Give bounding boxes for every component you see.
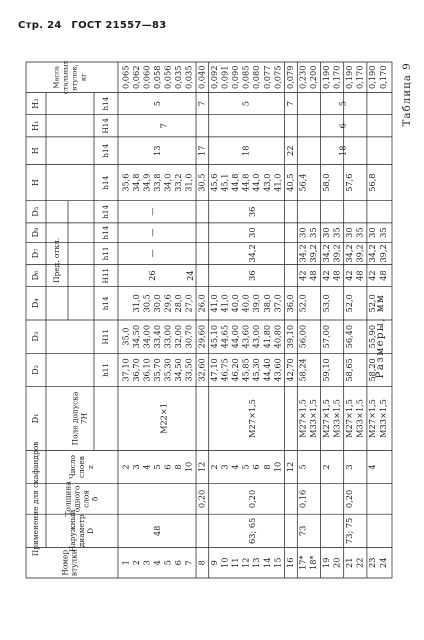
cell-nomer: 13 xyxy=(251,557,262,568)
cell-D7: 39,2 xyxy=(377,244,388,263)
dims-title: Размеры, мм xyxy=(375,293,386,379)
cell-D4: 26,0 xyxy=(196,294,207,313)
header-H2: H₂ xyxy=(30,98,40,109)
cell-D4: 41,0 xyxy=(209,294,220,313)
cell-D1: M27×1,5 xyxy=(297,399,308,438)
cell-massa: 0,035 xyxy=(173,65,184,89)
cell-massa: 0,091 xyxy=(219,65,230,89)
cell-D7: 34,2 xyxy=(367,244,378,263)
cell-H2: 7 xyxy=(196,101,207,107)
cell-nomer: 1 xyxy=(120,560,131,566)
cell-D2: 58,24 xyxy=(297,358,308,382)
tolerance-label: H11 xyxy=(101,267,110,284)
header-primenenie: Применение для скафандров xyxy=(31,441,40,557)
cell-chislo: 8 xyxy=(173,464,184,470)
header-chislo: Число xyxy=(68,455,77,480)
cell-massa: 0,085 xyxy=(240,65,251,89)
cell-D7: 34,2 xyxy=(297,244,308,263)
cell-massa: 0,080 xyxy=(251,65,262,89)
cell-H2: 7 xyxy=(284,101,295,107)
header-D5: D₅ xyxy=(30,206,40,217)
cell-D4: 28,0 xyxy=(173,294,184,313)
cell-D2: 46,75 xyxy=(219,358,230,382)
cell-D6: 42 xyxy=(367,270,378,281)
cell-D6: 24 xyxy=(184,270,195,281)
cell-chislo: 4 xyxy=(141,464,152,470)
header-D7: D₇ xyxy=(30,248,40,259)
cell-H: 17 xyxy=(196,145,207,156)
cell-D6: 48 xyxy=(308,270,319,281)
cell-D5: 34,9 xyxy=(141,173,152,192)
cell-D5: 35,6 xyxy=(120,173,131,192)
cell-D4: 31,0 xyxy=(130,294,141,313)
cell-nomer: 19 xyxy=(320,557,331,568)
page-number: Стр. 24 xyxy=(18,20,62,31)
cell-massa: 0,062 xyxy=(130,65,141,89)
header-D2: D₂ xyxy=(30,365,40,375)
cell-nomer: 20 xyxy=(331,557,342,568)
header-massa: Масса xyxy=(52,65,61,89)
cell-D5: 33,8 xyxy=(152,173,163,192)
cell-H2: 5 xyxy=(337,101,348,107)
cell-D1: M33×1,5 xyxy=(377,399,388,438)
cell-D3: 34,50 xyxy=(130,324,141,349)
cell-massa: 0,170 xyxy=(331,65,342,89)
cell-D5: 44,0 xyxy=(251,173,262,192)
header-tolsh: одного xyxy=(72,485,82,513)
cell-D7: 39,2 xyxy=(331,244,342,263)
cell-massa: 0,065 xyxy=(120,65,131,89)
cell-D6: 26 xyxy=(146,270,157,281)
cell-D7: 34,2 xyxy=(247,244,257,263)
cell-D3: 56,40 xyxy=(344,324,355,349)
cell-D4: 38,0 xyxy=(261,294,272,313)
cell-H1: 6 xyxy=(337,123,348,129)
cell-chislo: 8 xyxy=(261,464,272,470)
cell-D2: 58,20 xyxy=(367,358,378,382)
cell-D4: 40,0 xyxy=(230,294,241,313)
cell-H: 18 xyxy=(240,145,251,156)
cell-D3: 29,60 xyxy=(196,324,207,349)
header-pred-otkl: Пред. откл. xyxy=(52,237,61,283)
cell-D2: 43,60 xyxy=(272,358,283,382)
cell-D1: M27×1,5 xyxy=(367,399,378,438)
cell-D6: 36 xyxy=(247,270,257,281)
header-tolsh: Толщина xyxy=(63,481,73,517)
cell-D5: 57,6 xyxy=(344,173,355,192)
cell-D3: 33,40 xyxy=(152,324,163,349)
header-pole: 7H xyxy=(79,412,89,425)
cell-chislo: 12 xyxy=(196,461,207,473)
cell-massa: 0,075 xyxy=(272,65,283,89)
cell-H: 22 xyxy=(284,145,295,156)
cell-D8: 30 xyxy=(320,227,331,238)
cell-D4: 52,0 xyxy=(367,294,378,313)
header-massa: стальных xyxy=(61,60,70,94)
cell-D7: 39,2 xyxy=(308,244,319,263)
cell-D5: 56,8 xyxy=(367,173,378,192)
cell-nar-diam: 73 xyxy=(297,525,308,537)
cell-tolsh: 0,20 xyxy=(196,489,207,509)
cell-chislo: 2 xyxy=(320,464,331,470)
cell-D1: M33×1,5 xyxy=(354,399,365,438)
cell-nomer: 17* xyxy=(297,555,308,570)
cell-D5: 34,0 xyxy=(162,173,173,192)
cell-D2: 36,10 xyxy=(141,358,152,382)
cell-D4: 53,0 xyxy=(320,294,331,313)
cell-D2: 33,50 xyxy=(183,358,194,382)
cell-D8: 30 xyxy=(247,227,257,238)
cell-D6: 48 xyxy=(377,270,388,281)
cell-D4: 29,6 xyxy=(162,294,173,313)
cell-H: 18 xyxy=(337,145,348,156)
cell-D3: 43,00 xyxy=(251,324,262,349)
cell-D4: 30,0 xyxy=(152,294,163,313)
cell-D4: 52,0 xyxy=(297,294,308,313)
cell-D4: 41,0 xyxy=(219,294,230,313)
cell-massa: 0,090 xyxy=(230,65,241,89)
cell-D7: 39,2 xyxy=(354,244,365,263)
header-tolsh: слоя xyxy=(81,489,91,508)
header-D8: D₈ xyxy=(30,227,40,238)
cell-D4: 39,0 xyxy=(251,294,262,313)
cell-chislo: 5 xyxy=(240,464,251,470)
cell-D3: 55,90 xyxy=(367,324,378,349)
header-D1: D₁ xyxy=(30,413,40,424)
cell-D3: 57,00 xyxy=(320,324,331,349)
cell-D3: 41,80 xyxy=(261,324,272,349)
cell-massa: 0,060 xyxy=(141,65,152,89)
header-chislo: z xyxy=(86,465,95,469)
cell-nomer: 9 xyxy=(209,560,220,566)
tolerance-label: h14 xyxy=(101,96,110,111)
cell-massa: 0,170 xyxy=(354,65,365,89)
cell-D2: 59,10 xyxy=(320,358,331,382)
cell-D3: 39,10 xyxy=(284,324,295,349)
cell-D3: 35,0 xyxy=(120,327,131,346)
header-D4: D₄ xyxy=(30,298,40,309)
cell-D3: 45,10 xyxy=(209,324,220,349)
header-nomer: втулки xyxy=(69,549,79,577)
header-H: H xyxy=(30,147,40,155)
cell-D6: 42 xyxy=(320,270,331,281)
cell-nar-diam: 63; 65 xyxy=(247,517,257,544)
cell-massa: 0,035 xyxy=(183,65,194,89)
cell-chislo: 5 xyxy=(152,464,163,470)
cell-nomer: 12 xyxy=(240,557,251,568)
cell-D2: 36,70 xyxy=(130,358,141,382)
cell-D6: 42 xyxy=(297,270,308,281)
cell-massa: 0,170 xyxy=(377,65,388,89)
header-D6: D₆ xyxy=(30,270,40,281)
cell-nar-diam: 73; 75 xyxy=(344,517,355,544)
cell-D3: 30,70 xyxy=(183,324,194,349)
header-D3: D₃ xyxy=(30,331,40,342)
cell-D2: 47,10 xyxy=(209,358,220,382)
cell-chislo: 2 xyxy=(120,464,131,470)
cell-D5: 40,5 xyxy=(284,173,295,192)
cell-H1: 7 xyxy=(158,123,169,129)
cell-D5: 56,4 xyxy=(297,173,308,192)
header-massa: втулок, xyxy=(70,64,79,91)
header-tolsh: δ xyxy=(90,496,100,502)
cell-chislo: 10 xyxy=(183,461,194,473)
cell-nomer: 15 xyxy=(272,557,283,568)
cell-nomer: 2 xyxy=(130,560,141,566)
tolerance-label: h11 xyxy=(101,363,110,377)
cell-massa: 0,092 xyxy=(209,65,220,89)
cell-D8: — xyxy=(146,228,157,237)
cell-D2: 45,30 xyxy=(251,358,262,382)
cell-D5: 58,0 xyxy=(320,173,331,192)
cell-D2: 46,20 xyxy=(230,358,241,382)
cell-D3: 56,00 xyxy=(297,324,308,349)
cell-massa: 0,040 xyxy=(196,65,207,89)
cell-H: 13 xyxy=(152,145,163,156)
cell-D5: 34,8 xyxy=(130,173,141,192)
cell-nomer: 21 xyxy=(344,557,355,568)
cell-D2: 35,30 xyxy=(162,358,173,382)
cell-D6: 48 xyxy=(331,270,342,281)
cell-H2: 5 xyxy=(240,101,251,107)
cell-D1: M27×1,5 xyxy=(247,399,257,438)
cell-D4: 37,0 xyxy=(272,294,283,313)
cell-D2: 32,60 xyxy=(196,358,207,382)
cell-chislo: 5 xyxy=(297,464,308,470)
cell-nomer: 14 xyxy=(261,557,272,568)
cell-chislo: 3 xyxy=(219,464,230,470)
cell-chislo: 12 xyxy=(284,461,295,473)
cell-D3: 32,00 xyxy=(173,324,184,349)
cell-D2: 37,10 xyxy=(120,358,131,382)
cell-massa: 0,077 xyxy=(261,65,272,89)
cell-chislo: 2 xyxy=(209,464,220,470)
cell-massa: 0,056 xyxy=(162,65,173,89)
header-nar-diam: Наружный xyxy=(68,509,77,553)
cell-tolsh: 0,16 xyxy=(297,489,308,509)
header-nar-diam: D xyxy=(86,527,95,534)
cell-D3: 44,00 xyxy=(230,324,241,349)
cell-nomer: 8 xyxy=(196,560,207,566)
cell-nomer: 10 xyxy=(219,557,230,568)
cell-D2: 35,70 xyxy=(152,358,163,382)
cell-D2: 34,50 xyxy=(173,358,184,382)
header-H-col: H xyxy=(30,179,40,187)
cell-nomer: 6 xyxy=(173,560,184,566)
cell-D8: 30 xyxy=(297,227,308,238)
tolerance-label: h14 xyxy=(101,143,110,158)
cell-chislo: 6 xyxy=(162,464,173,470)
cell-D5: 44,8 xyxy=(230,173,241,192)
tolerance-label: h14 xyxy=(101,225,110,240)
cell-nomer: 5 xyxy=(162,560,173,566)
header-H1: H₁ xyxy=(30,120,40,132)
cell-D2: 58,65 xyxy=(344,358,355,382)
cell-D4: 27,0 xyxy=(183,294,194,313)
cell-D2: 45,85 xyxy=(240,358,251,382)
cell-chislo: 3 xyxy=(130,464,141,470)
cell-nomer: 11 xyxy=(230,557,241,568)
cell-D5: 43,0 xyxy=(261,173,272,192)
cell-D2: 44,40 xyxy=(261,358,272,382)
cell-D5: 45,6 xyxy=(209,173,220,192)
cell-D5: 31,0 xyxy=(183,173,194,192)
cell-D3: 33,00 xyxy=(162,324,173,349)
cell-massa: 0,079 xyxy=(284,65,295,89)
cell-D4: 36,0 xyxy=(284,294,295,313)
cell-massa: 0,190 xyxy=(320,65,331,89)
cell-nomer: 18* xyxy=(308,555,319,570)
cell-D8: 30 xyxy=(344,227,355,238)
cell-D5: 41,0 xyxy=(272,173,283,192)
standard-number: ГОСТ 21557—83 xyxy=(71,20,167,31)
cell-chislo: 4 xyxy=(230,464,241,470)
cell-nomer: 24 xyxy=(377,557,388,568)
cell-D3: 40,80 xyxy=(272,324,283,349)
header-massa: кг xyxy=(79,73,88,82)
cell-D3: 43,60 xyxy=(240,324,251,349)
cell-D4: 40,0 xyxy=(240,294,251,313)
cell-D7: 34,2 xyxy=(344,244,355,263)
cell-D8: 35 xyxy=(354,227,365,238)
cell-D6: 48 xyxy=(354,270,365,281)
cell-D9: — xyxy=(146,207,157,216)
cell-chislo: 10 xyxy=(272,461,283,473)
cell-nomer: 16 xyxy=(284,557,295,568)
cell-nomer: 7 xyxy=(183,560,194,566)
cell-massa: 0,200 xyxy=(308,65,319,89)
cell-D1: M33×1,5 xyxy=(308,399,319,438)
cell-chislo: 3 xyxy=(344,464,355,470)
tolerance-label: h14 xyxy=(101,175,110,190)
cell-D5: 33,2 xyxy=(173,173,184,192)
tolerance-label: h11 xyxy=(101,246,110,261)
cell-D1: M27×1,5 xyxy=(344,399,355,438)
cell-tolsh: 0,20 xyxy=(344,489,355,509)
cell-D4: 30,5 xyxy=(141,294,152,313)
cell-D3: 34,00 xyxy=(141,324,152,349)
cell-D5: 44,8 xyxy=(240,173,251,192)
header-pole: Поле допуска xyxy=(70,391,80,446)
cell-D8: 35 xyxy=(377,227,388,238)
cell-D7: — xyxy=(146,249,157,258)
header-chislo: слоев xyxy=(77,456,86,478)
cell-nomer: 4 xyxy=(152,560,163,566)
cell-nomer: 23 xyxy=(367,557,378,568)
cell-D4: 52,0 xyxy=(344,294,355,313)
tolerance-label: H14 xyxy=(101,118,110,134)
cell-nar-diam: 48 xyxy=(152,525,163,537)
cell-D8: 30 xyxy=(367,227,378,238)
cell-D1: M22×1 xyxy=(158,403,169,434)
tolerance-label: h14 xyxy=(101,204,110,219)
cell-D8: 35 xyxy=(308,227,319,238)
header-nar-diam: диаметр xyxy=(77,514,86,548)
cell-nomer: 3 xyxy=(141,560,152,566)
cell-D7: 34,2 xyxy=(320,244,331,263)
cell-massa: 0,058 xyxy=(152,65,163,89)
cell-D9: 36 xyxy=(247,206,257,218)
cell-chislo: 6 xyxy=(251,464,262,470)
cell-D1: M27×1,5 xyxy=(320,399,331,438)
cell-D6: 42 xyxy=(344,270,355,281)
cell-massa: 0,230 xyxy=(297,65,308,89)
table-label: Таблица 9 xyxy=(402,62,413,127)
cell-massa: 0,190 xyxy=(367,65,378,89)
tolerance-label: H11 xyxy=(101,328,110,345)
cell-D1: M33×1,5 xyxy=(331,399,342,438)
cell-tolsh: 0,20 xyxy=(247,489,257,509)
cell-chislo: 4 xyxy=(367,464,378,470)
cell-D8: 35 xyxy=(331,227,342,238)
cell-D2: 42,70 xyxy=(284,358,295,382)
cell-D5: 45,1 xyxy=(219,173,230,192)
cell-nomer: 22 xyxy=(354,557,365,568)
cell-massa: 0,190 xyxy=(344,65,355,89)
header-nomer: Номер xyxy=(60,549,70,576)
cell-D5: 30,5 xyxy=(196,173,207,192)
cell-H2: 5 xyxy=(152,101,163,107)
cell-D3: 44,65 xyxy=(219,324,230,349)
tolerance-label: h14 xyxy=(101,296,110,311)
